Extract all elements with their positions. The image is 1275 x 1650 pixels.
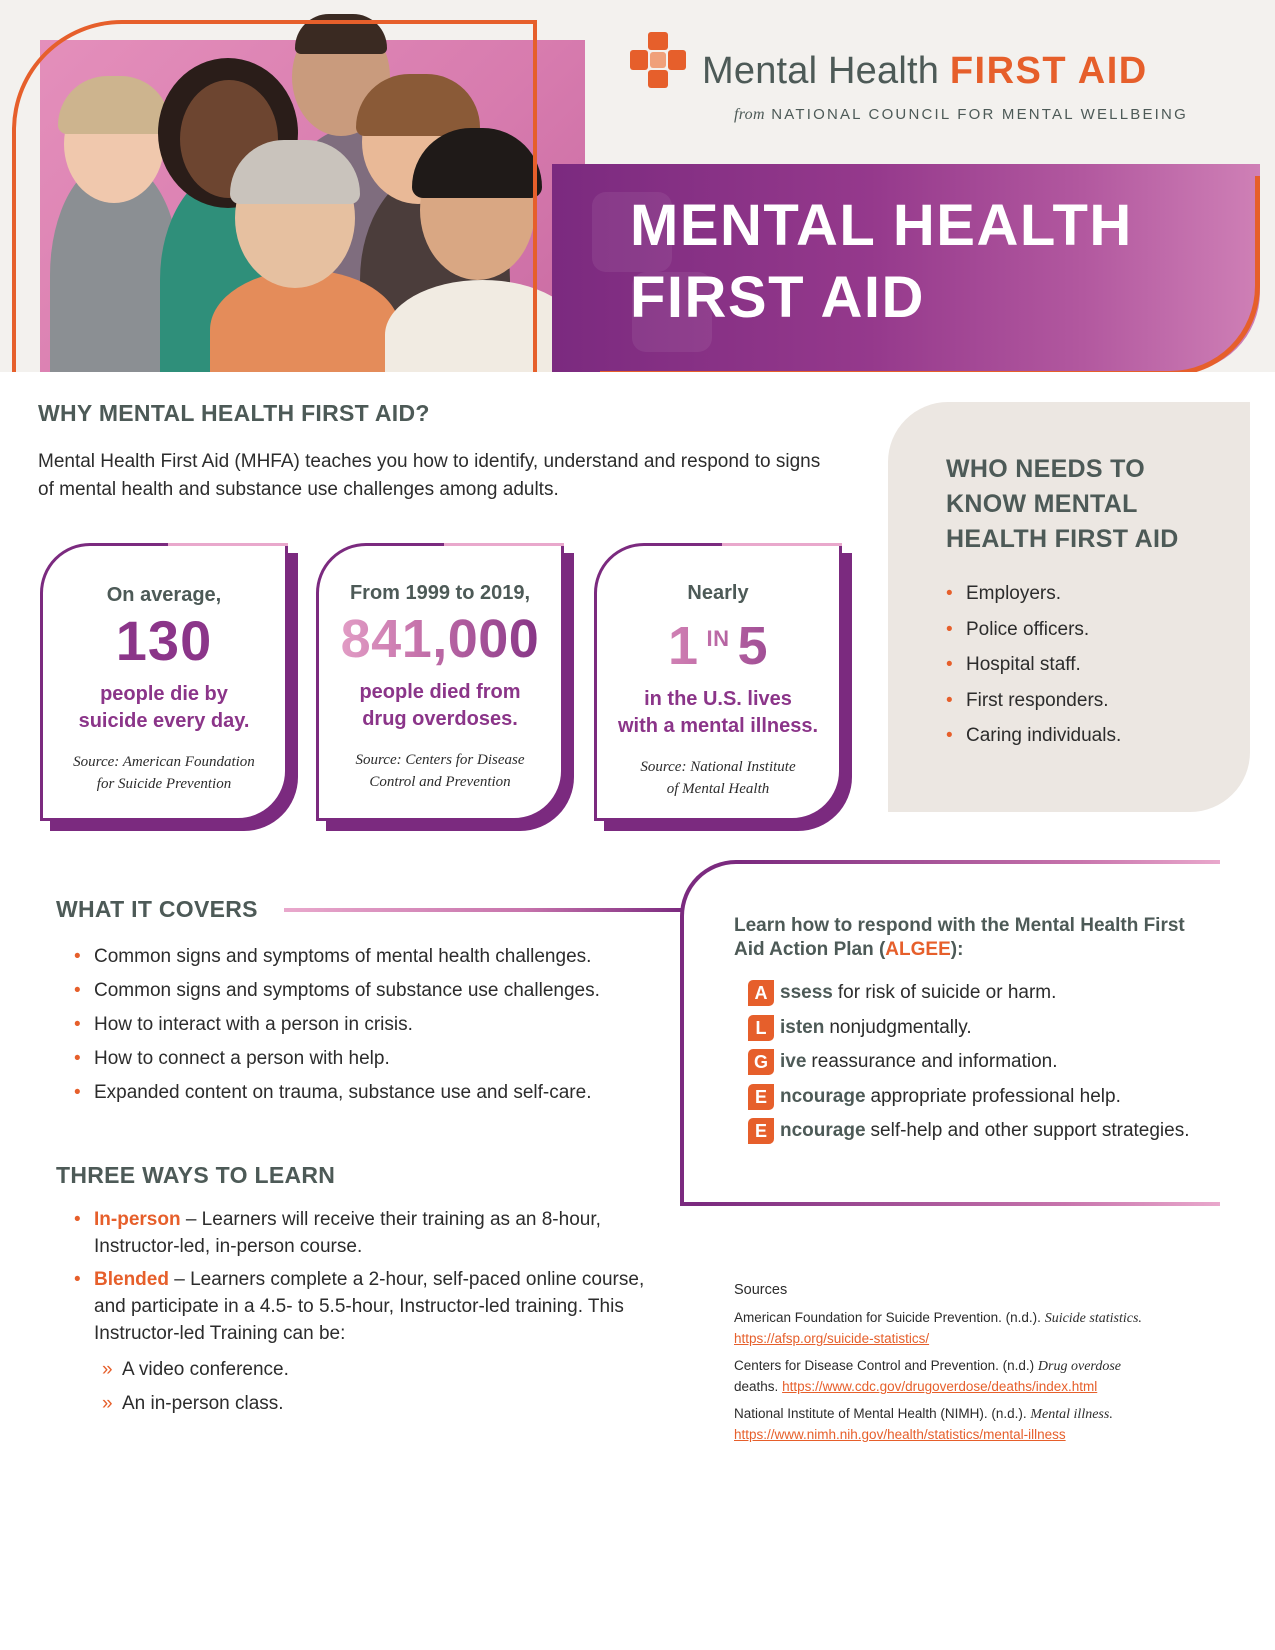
logo-subtitle: from NATIONAL COUNCIL FOR MENTAL WELLBEING	[734, 106, 1188, 123]
list-item: » An in-person class.	[122, 1387, 289, 1421]
stat-number: 1 $^{IN}$ 5	[597, 609, 839, 676]
algee-steps	[748, 976, 1190, 1149]
algee-step: A ssess for risk of suicide or harm.	[748, 976, 1190, 1011]
page-title-line1: MENTAL HEALTH	[630, 193, 1133, 258]
algee-step: E ncourage self-help and other support strategies.	[748, 1114, 1190, 1149]
algee-step: L isten nonjudgmentally.	[748, 1011, 1190, 1046]
page-title-line2: FIRST AID	[630, 265, 925, 330]
stat-description: people die by suicide every day.	[78, 683, 250, 732]
stat-description: in the U.S. lives with a mental illness.	[617, 688, 819, 737]
plus-cross-icon	[630, 32, 686, 88]
list-item: • Employers.	[966, 576, 1121, 612]
source-link[interactable]: https://www.nimh.nih.gov/health/statistics/mental-illness	[734, 1427, 1066, 1442]
letter-g-icon: G	[748, 1049, 774, 1075]
algee-step: E ncourage appropriate professional help.	[748, 1080, 1190, 1115]
stat-card-mental-illness	[594, 543, 852, 831]
source-link[interactable]: https://afsp.org/suicide-statistics/	[734, 1331, 930, 1346]
algee-heading: Learn how to respond with the Mental Health First Aid Action Plan (ALGEE):	[734, 915, 1185, 960]
stat-card-overdoses	[316, 543, 574, 831]
stat-card-suicide	[40, 543, 298, 831]
way-blended: • Blended – Learners complete a 2-hour, self-paced online course, and participate in a 4.5- to 5.5-hour, Instructor-led training. This Instructor-led Training can be:	[94, 1266, 654, 1347]
letter-e-icon: E	[748, 1118, 774, 1144]
stat-lead: On average,	[106, 584, 222, 606]
list-item: • Hospital staff.	[966, 647, 1121, 683]
ways-heading: THREE WAYS TO LEARN	[56, 1162, 336, 1188]
stat-lead: Nearly	[687, 582, 749, 604]
mhfa-logo	[630, 30, 1250, 130]
who-needs-list	[966, 576, 1121, 754]
letter-l-icon: L	[748, 1015, 774, 1041]
source-entry: National Institute of Mental Health (NIMH). (n.d.). Mental illness. https://www.nimh.nih.gov/health/statistics/mental-illness	[734, 1406, 1113, 1442]
stat-source: Source: American Foundation for Suicide Prevention	[73, 754, 255, 792]
sources-section	[734, 1280, 1234, 1452]
photo-orange-frame	[12, 20, 537, 372]
list-item: • How to connect a person with help.	[94, 1042, 600, 1076]
source-link[interactable]: https://www.cdc.gov/drugoverdose/deaths/index.html	[782, 1379, 1098, 1394]
list-item: • Caring individuals.	[966, 718, 1121, 754]
ways-list	[94, 1206, 654, 1353]
list-item: » A video conference.	[122, 1353, 289, 1387]
source-entry: Centers for Disease Control and Prevention. (n.d.) Drug overdose deaths. https://www.cdc.gov/drugoverdose/deaths/index.html	[734, 1358, 1121, 1394]
list-item: • Police officers.	[966, 612, 1121, 648]
letter-e-icon: E	[748, 1084, 774, 1110]
stat-source: Source: National Institute of Mental Health	[640, 759, 796, 797]
list-item: • How to interact with a person in crisis.	[94, 1008, 600, 1042]
sources-title: Sources	[734, 1282, 788, 1298]
list-item: • Common signs and symptoms of mental health challenges.	[94, 940, 600, 974]
way-inperson: • In-person – Learners will receive their training as an 8-hour, Instructor-led, in-person course.	[94, 1206, 654, 1260]
algee-step: G ive reassurance and information.	[748, 1045, 1190, 1080]
who-needs-box	[888, 402, 1250, 812]
blended-options	[122, 1353, 289, 1421]
letter-a-icon: A	[748, 980, 774, 1006]
stat-number: 841,000	[319, 609, 561, 669]
covers-divider	[284, 908, 682, 912]
logo-wordmark: Mental Health FIRST AID	[702, 50, 1148, 92]
stat-source: Source: Centers for Disease Control and Prevention	[355, 752, 525, 790]
covers-list	[94, 940, 600, 1110]
stat-description: people died from drug overdoses.	[359, 681, 521, 730]
who-needs-title: WHO NEEDS TO KNOW MENTAL HEALTH FIRST AID	[946, 455, 1179, 553]
source-entry: American Foundation for Suicide Prevention. (n.d.). Suicide statistics. https://afsp.org/suicide-statistics/	[734, 1310, 1142, 1346]
list-item: • First responders.	[966, 683, 1121, 719]
why-heading: WHY MENTAL HEALTH FIRST AID?	[38, 400, 430, 426]
covers-heading: WHAT IT COVERS	[56, 896, 258, 922]
why-intro: Mental Health First Aid (MHFA) teaches you how to identify, understand and respond to signs of mental health and substance use challenges among adults.	[38, 451, 821, 500]
page-title	[630, 190, 1133, 334]
list-item: • Expanded content on trauma, substance use and self-care.	[94, 1076, 600, 1110]
stat-lead: From 1999 to 2019,	[349, 582, 531, 604]
list-item: • Common signs and symptoms of substance use challenges.	[94, 974, 600, 1008]
stat-number: 130	[115, 609, 213, 672]
hero-header	[0, 0, 1275, 372]
